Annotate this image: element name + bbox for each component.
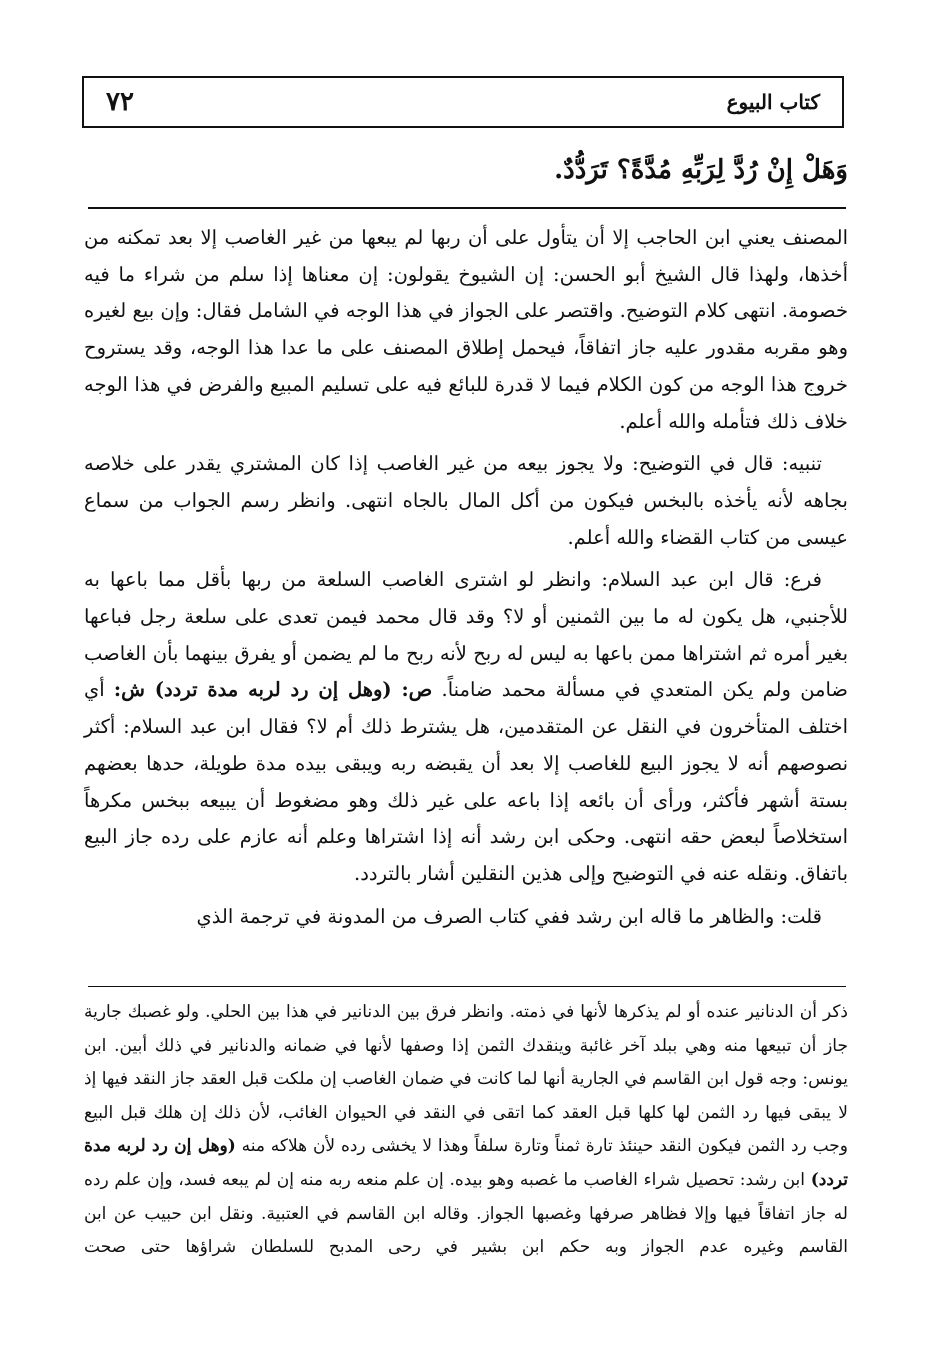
footnote-text: ابن رشد: تحصيل شراء الغاصب ما غصبه وهو بيده. إن علم منعه ربه منه إن لم يبعه فسد، وإن علم رده له جاز اتفاقاً فيها وإلا فظاهر صرفها وغصبها الجواز. وقاله ابن القاسم في العتبية. ونقل ابن حبيب عن ابن القاسم وغيره عدم الجواز وبه حكم ابن بشير في رحى المدبح للسلطان شراؤها حتى صحت [84, 1169, 848, 1258]
page-header [82, 76, 844, 128]
page-number: ٧٢ [106, 87, 134, 117]
commentary-paragraph: قلت: والظاهر ما قاله ابن رشد ففي كتاب الصرف من المدونة في ترجمة الذي [196, 904, 822, 928]
footnote-paragraph [84, 996, 848, 1265]
bold-quote: (وهل إن رد لربه مدة تردد) [84, 1136, 848, 1190]
running-title: كتاب البيوع [726, 90, 820, 114]
commentary-paragraph: تنبيه: قال في التوضيح: ولا يجوز بيعه من غير الغاصب إذا كان المشتري يقدر على خلاصه بجاهه لأنه يأخذه بالبخس فيكون من أكل المال بالجاه انتهى. وانظر رسم الجواب من سماع عيسى من كتاب القضاء والله أعلم. [84, 452, 848, 549]
commentary-text: فرع: قال ابن عبد السلام: وانظر لو اشترى الغاصب السلعة من ربها بأقل مما باعها به للأجنبي، هل يكون له ما بين الثمنين أو لا؟ وقد قال محمد فيمن تعدى على سلعة رجل فباعها بغير أمره ثم اشتراها ممن باعها به ليس له ربح لأنه ربح ما لم يضمن أو يفرق بينهما بأن الغاصب ضامن ولم يكن المتعدي في مسألة محمد ضامناً. [84, 568, 848, 702]
commentary-text: أي اختلف المتأخرون في النقل عن المتقدمين، هل يشترط ذلك أم لا؟ فقال ابن عبد السلام: أكثر نصوصهم أنه لا يجوز البيع للغاصب إلا بعد أن يقبضه ربه ويبقى بيده مدة طويلة، حدها بعضهم بستة أشهر فأكثر، ورأى أن بائعه إذا باعه على غير ذلك وهو مضغوط أن يبيعه ببخس مكرهاً استخلاصاً لبعض حقه انتهى. وحكى ابن رشد أنه إذا اشتراها وعلم أنه عازم على رده جاز البيع باتفاق. ونقله عنه في التوضيح وإلى هذين النقلين أشار بالتردد. [84, 678, 848, 885]
commentary-paragraph [84, 562, 848, 892]
bold-quote: ص: (وهل إن رد لربه مدة تردد) ش: [113, 678, 433, 702]
footnote-text: ذكر أن الدنانير عنده أو لم يذكرها لأنها في ذمته. وانظر فرق بين الدنانير في هذا بين الحلي. ولو غصبك جارية جاز أن تبيعها منه وهي ببلد آخر غائبة وينقدك الثمن إذا وصفها لأنها في ضمانه والدنانير في ذلك أبين. ابن يونس: وجه قول ابن القاسم في الجارية أنها لما كانت في ضمان الغاصب إن ملكت قبل العقد جاز النقد فيها إذ لا يبقى فيها رد الثمن لها كلها قبل العقد كما اتقى في النقد في الحيوان الغائب، لأن ذلك إن هلك قبل البيع وجب رد الثمن فيكون النقد حينئذ تارة ثمناً وتارة سلفاً وهذا لا يخشى رده لأن هلاكه منه [84, 1002, 848, 1157]
commentary-body [84, 220, 848, 941]
footnote-body [84, 996, 848, 1265]
matn-text: وَهَلْ إِنْ رُدَّ لِرَبِّهِ مُدَّةً؟ تَرَدُّدٌ. [554, 155, 848, 185]
footnote-divider [88, 986, 846, 987]
commentary-paragraph: المصنف يعني ابن الحاجب إلا أن يتأول على أن ربها لم يبعها من غير الغاصب إلا بعد تمكنه من أخذها، ولهذا قال الشيخ أبو الحسن: إن الشيوخ يقولون: إن معناها إذا سلم من شراء ما فيه خصومة. انتهى كلام التوضيح. واقتصر على الجواز في هذا الوجه في الشامل فقال: وإن بيع لغيره وهو مقربه مقدور عليه جاز اتفاقاً، فيحمل إطلاق المصنف على ما عدا هذا الوجه، وقد يستروح خروج هذا الوجه من كون الكلام فيما لا قدرة للبائع فيه على تسليم المبيع والفرض في هذا الوجه خلاف ذلك فتأمله والله أعلم. [84, 226, 848, 433]
matn-divider [88, 207, 846, 209]
